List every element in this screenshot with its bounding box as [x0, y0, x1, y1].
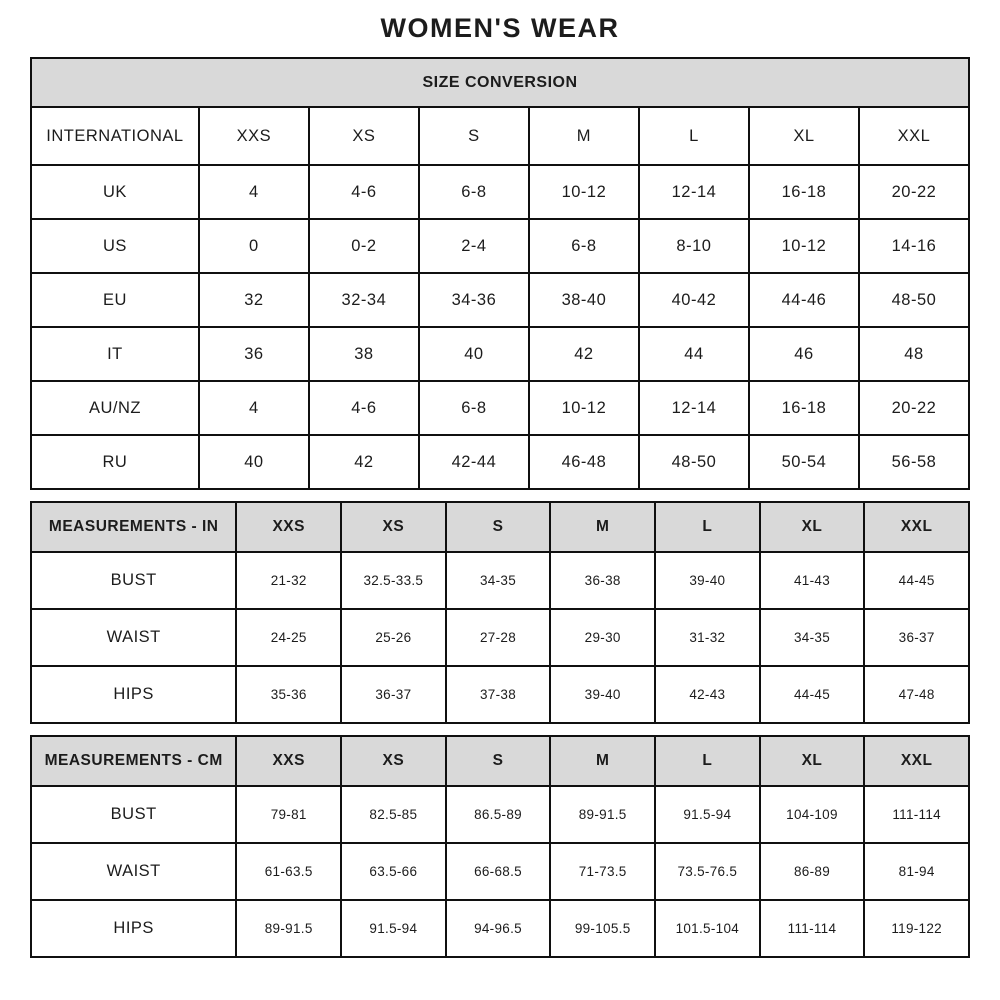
table-row: [31, 900, 969, 957]
column-header-xl: XL: [760, 736, 865, 786]
column-header-s: S: [419, 107, 529, 165]
table-row: [31, 786, 969, 843]
table-row: [31, 435, 969, 489]
value-cell: 4-6: [309, 381, 419, 435]
value-cell: 24-25: [236, 609, 341, 666]
value-cell: 66-68.5: [446, 843, 551, 900]
value-cell: 44-45: [760, 666, 865, 723]
column-header-s: S: [446, 736, 551, 786]
measurements-in-title: MEASUREMENTS - IN: [31, 502, 236, 552]
table-row: [31, 552, 969, 609]
row-label: US: [31, 219, 199, 273]
table-row: [31, 609, 969, 666]
value-cell: 63.5-66: [341, 843, 446, 900]
column-header-xxs: XXS: [236, 502, 341, 552]
value-cell: 25-26: [341, 609, 446, 666]
row-label: AU/NZ: [31, 381, 199, 435]
table-row: [31, 381, 969, 435]
table-row: [31, 666, 969, 723]
value-cell: 34-35: [446, 552, 551, 609]
value-cell: 42: [529, 327, 639, 381]
value-cell: 91.5-94: [655, 786, 760, 843]
row-label: HIPS: [31, 666, 236, 723]
value-cell: 46-48: [529, 435, 639, 489]
table-row: [31, 327, 969, 381]
value-cell: 12-14: [639, 381, 749, 435]
value-cell: 39-40: [655, 552, 760, 609]
value-cell: 47-48: [864, 666, 969, 723]
measurements-in-table: [30, 501, 970, 724]
value-cell: 40-42: [639, 273, 749, 327]
value-cell: 89-91.5: [236, 900, 341, 957]
value-cell: 6-8: [419, 165, 529, 219]
value-cell: 42-43: [655, 666, 760, 723]
value-cell: 29-30: [550, 609, 655, 666]
value-cell: 16-18: [749, 165, 859, 219]
value-cell: 4: [199, 165, 309, 219]
value-cell: 6-8: [419, 381, 529, 435]
row-label: WAIST: [31, 843, 236, 900]
value-cell: 20-22: [859, 381, 969, 435]
value-cell: 61-63.5: [236, 843, 341, 900]
value-cell: 104-109: [760, 786, 865, 843]
table-row: [31, 843, 969, 900]
value-cell: 34-35: [760, 609, 865, 666]
column-header-m: M: [550, 502, 655, 552]
value-cell: 40: [419, 327, 529, 381]
value-cell: 91.5-94: [341, 900, 446, 957]
row-label: BUST: [31, 786, 236, 843]
value-cell: 42: [309, 435, 419, 489]
measurements-cm-body: [31, 786, 969, 957]
value-cell: 79-81: [236, 786, 341, 843]
column-header-xs: XS: [309, 107, 419, 165]
row-label: RU: [31, 435, 199, 489]
value-cell: 40: [199, 435, 309, 489]
measurements-in-header-row: [31, 502, 969, 552]
value-cell: 48: [859, 327, 969, 381]
value-cell: 20-22: [859, 165, 969, 219]
value-cell: 36: [199, 327, 309, 381]
value-cell: 44-46: [749, 273, 859, 327]
value-cell: 27-28: [446, 609, 551, 666]
value-cell: 56-58: [859, 435, 969, 489]
column-header-xl: XL: [749, 107, 859, 165]
value-cell: 21-32: [236, 552, 341, 609]
column-header-international: INTERNATIONAL: [31, 107, 199, 165]
column-header-m: M: [550, 736, 655, 786]
column-header-l: L: [655, 736, 760, 786]
column-header-xl: XL: [760, 502, 865, 552]
value-cell: 31-32: [655, 609, 760, 666]
value-cell: 39-40: [550, 666, 655, 723]
page-title: WOMEN'S WEAR: [380, 13, 620, 43]
column-header-xxl: XXL: [864, 502, 969, 552]
size-conversion-caption-row: [31, 58, 969, 107]
value-cell: 89-91.5: [550, 786, 655, 843]
value-cell: 10-12: [529, 381, 639, 435]
value-cell: 94-96.5: [446, 900, 551, 957]
measurements-cm-table: [30, 735, 970, 958]
value-cell: 36-37: [864, 609, 969, 666]
value-cell: 10-12: [749, 219, 859, 273]
value-cell: 99-105.5: [550, 900, 655, 957]
table-row: [31, 219, 969, 273]
value-cell: 14-16: [859, 219, 969, 273]
column-header-l: L: [639, 107, 749, 165]
row-label: WAIST: [31, 609, 236, 666]
value-cell: 41-43: [760, 552, 865, 609]
value-cell: 38: [309, 327, 419, 381]
value-cell: 10-12: [529, 165, 639, 219]
column-header-xs: XS: [341, 502, 446, 552]
value-cell: 38-40: [529, 273, 639, 327]
column-header-m: M: [529, 107, 639, 165]
value-cell: 4: [199, 381, 309, 435]
value-cell: 111-114: [864, 786, 969, 843]
value-cell: 73.5-76.5: [655, 843, 760, 900]
row-label: IT: [31, 327, 199, 381]
value-cell: 0: [199, 219, 309, 273]
measurements-in-body: [31, 552, 969, 723]
row-label: BUST: [31, 552, 236, 609]
size-conversion-title: SIZE CONVERSION: [31, 58, 969, 107]
value-cell: 119-122: [864, 900, 969, 957]
table-row: [31, 273, 969, 327]
value-cell: 48-50: [859, 273, 969, 327]
value-cell: 86.5-89: [446, 786, 551, 843]
value-cell: 44: [639, 327, 749, 381]
value-cell: 42-44: [419, 435, 529, 489]
size-conversion-body: [31, 165, 969, 489]
value-cell: 46: [749, 327, 859, 381]
value-cell: 50-54: [749, 435, 859, 489]
value-cell: 86-89: [760, 843, 865, 900]
value-cell: 44-45: [864, 552, 969, 609]
column-header-xxl: XXL: [864, 736, 969, 786]
value-cell: 8-10: [639, 219, 749, 273]
measurements-cm-title: MEASUREMENTS - CM: [31, 736, 236, 786]
table-row: [31, 165, 969, 219]
size-conversion-columns-row: [31, 107, 969, 165]
column-header-xxl: XXL: [859, 107, 969, 165]
column-header-xxs: XXS: [236, 736, 341, 786]
value-cell: 32: [199, 273, 309, 327]
value-cell: 4-6: [309, 165, 419, 219]
column-header-s: S: [446, 502, 551, 552]
value-cell: 12-14: [639, 165, 749, 219]
value-cell: 111-114: [760, 900, 865, 957]
measurements-cm-header-row: [31, 736, 969, 786]
column-header-xxs: XXS: [199, 107, 309, 165]
value-cell: 71-73.5: [550, 843, 655, 900]
value-cell: 2-4: [419, 219, 529, 273]
value-cell: 0-2: [309, 219, 419, 273]
column-header-l: L: [655, 502, 760, 552]
row-label: EU: [31, 273, 199, 327]
value-cell: 82.5-85: [341, 786, 446, 843]
value-cell: 32-34: [309, 273, 419, 327]
value-cell: 32.5-33.5: [341, 552, 446, 609]
value-cell: 81-94: [864, 843, 969, 900]
value-cell: 36-37: [341, 666, 446, 723]
value-cell: 37-38: [446, 666, 551, 723]
value-cell: 6-8: [529, 219, 639, 273]
value-cell: 36-38: [550, 552, 655, 609]
value-cell: 101.5-104: [655, 900, 760, 957]
size-conversion-table: [30, 57, 970, 490]
column-header-xs: XS: [341, 736, 446, 786]
row-label: HIPS: [31, 900, 236, 957]
value-cell: 34-36: [419, 273, 529, 327]
value-cell: 35-36: [236, 666, 341, 723]
value-cell: 16-18: [749, 381, 859, 435]
value-cell: 48-50: [639, 435, 749, 489]
row-label: UK: [31, 165, 199, 219]
